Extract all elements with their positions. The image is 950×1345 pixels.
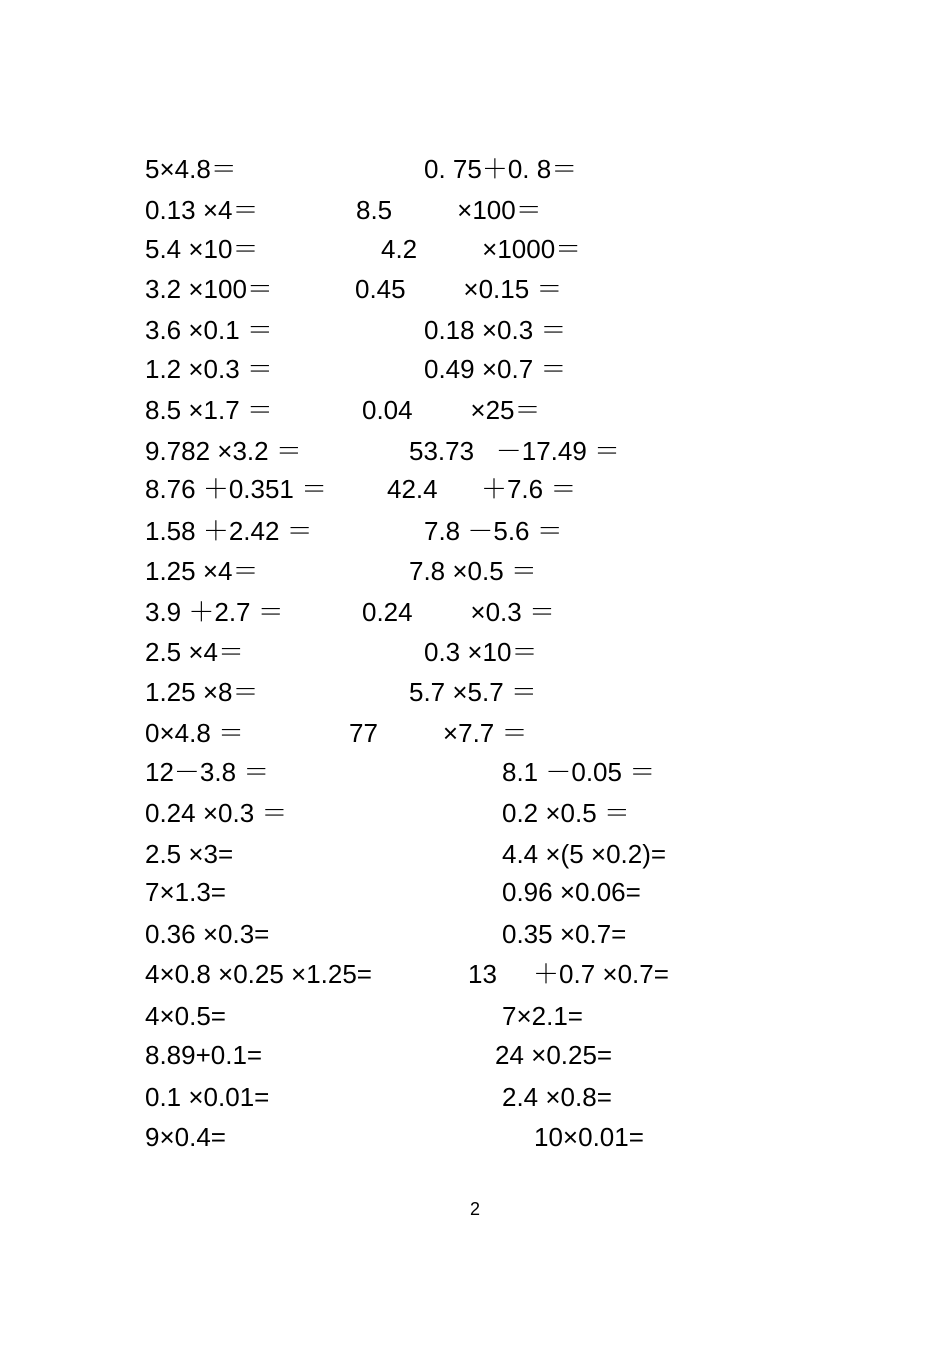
problem-right: 5.7 ×5.7 ＝ (409, 677, 537, 707)
problem-right: 0.45 ×0.15 ＝ (355, 274, 563, 304)
problem-left: 7×1.3= (145, 877, 226, 907)
problem-left: 0.36 ×0.3= (145, 919, 270, 949)
problem-left: 2.5 ×3= (145, 839, 234, 869)
problem-right: 4.2 ×1000＝ (381, 234, 582, 264)
problem-right: 0. 75＋0. 8＝ (424, 154, 578, 184)
problem-left: 4×0.8 ×0.25 ×1.25= (145, 959, 372, 989)
problem-left: 0.24 ×0.3 ＝ (145, 798, 288, 828)
problem-right: 7×2.1= (502, 1001, 583, 1031)
problem-right: 77 ×7.7 ＝ (349, 718, 528, 748)
problem-right: 4.4 ×(5 ×0.2)= (502, 839, 667, 869)
problem-left: 4×0.5= (145, 1001, 226, 1031)
problem-left: 0.1 ×0.01= (145, 1082, 270, 1112)
problem-left: 8.76 ＋0.351 ＝ (145, 474, 328, 504)
problem-right: 8.1 －0.05 ＝ (502, 757, 656, 787)
problem-left: 1.25 ×8＝ (145, 677, 259, 707)
problem-left: 8.5 ×1.7 ＝ (145, 395, 273, 425)
problem-left: 3.6 ×0.1 ＝ (145, 315, 273, 345)
problem-right: 2.4 ×0.8= (502, 1082, 612, 1112)
problem-left: 8.89+0.1= (145, 1040, 263, 1070)
problem-right: 0.24 ×0.3 ＝ (362, 597, 555, 627)
problem-left: 0×4.8 ＝ (145, 718, 245, 748)
problem-left: 1.25 ×4＝ (145, 556, 259, 586)
problem-right: 0.18 ×0.3 ＝ (424, 315, 567, 345)
problem-left: 5×4.8＝ (145, 154, 237, 184)
problem-left: 5.4 ×10＝ (145, 234, 259, 264)
problem-left: 1.58 ＋2.42 ＝ (145, 516, 313, 546)
problem-right: 10×0.01= (534, 1122, 644, 1152)
problem-left: 3.9 ＋2.7 ＝ (145, 597, 284, 627)
problem-left: 0.13 ×4＝ (145, 195, 259, 225)
problem-right: 7.8 －5.6 ＝ (424, 516, 563, 546)
problem-left: 12－3.8 ＝ (145, 757, 270, 787)
problem-right: 8.5 ×100＝ (356, 195, 542, 225)
problem-right: 0.49 ×0.7 ＝ (424, 354, 567, 384)
problem-left: 9×0.4= (145, 1122, 226, 1152)
problem-right: 53.73 －17.49 ＝ (409, 436, 621, 466)
problem-right: 13 ＋0.7 ×0.7= (468, 959, 669, 989)
problem-left: 1.2 ×0.3 ＝ (145, 354, 273, 384)
problem-right: 42.4 ＋7.6 ＝ (387, 474, 577, 504)
problem-left: 3.2 ×100＝ (145, 274, 273, 304)
problem-right: 0.2 ×0.5 ＝ (502, 798, 630, 828)
problem-right: 7.8 ×0.5 ＝ (409, 556, 537, 586)
problem-right: 0.04 ×25＝ (362, 395, 541, 425)
page-number: 2 (469, 1199, 480, 1219)
problem-right: 0.35 ×0.7= (502, 919, 627, 949)
problem-right: 0.3 ×10＝ (424, 637, 538, 667)
problem-right: 24 ×0.25= (495, 1040, 613, 1070)
problem-left: 2.5 ×4＝ (145, 637, 245, 667)
problem-right: 0.96 ×0.06= (502, 877, 641, 907)
problem-left: 9.782 ×3.2 ＝ (145, 436, 302, 466)
